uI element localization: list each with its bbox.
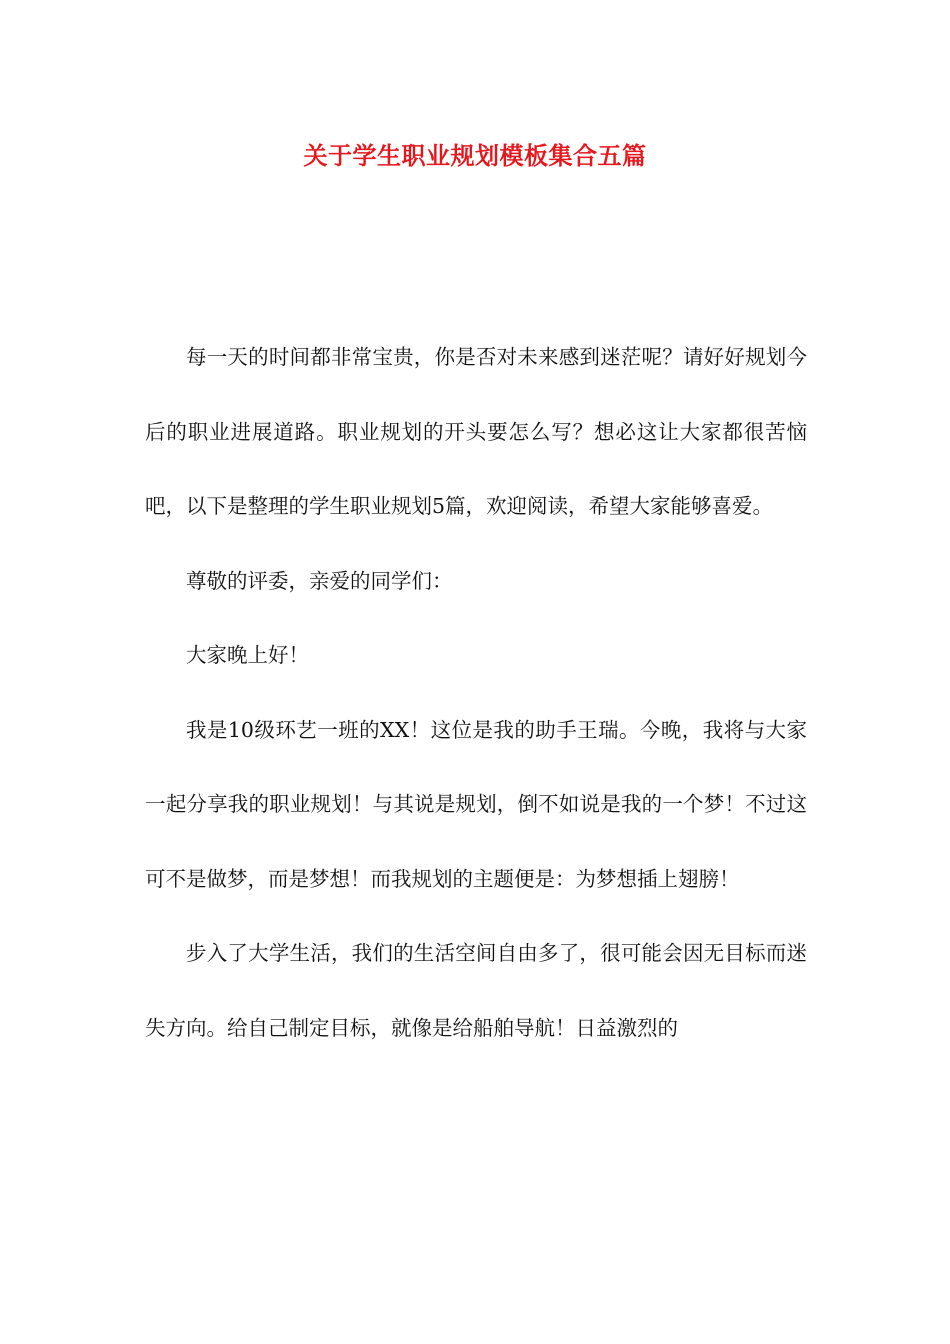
paragraph-self-introduction: 我是10级环艺一班的XX！这位是我的助手王瑞。今晚，我将与大家一起分享我的职业规划！与其说是规划，倒不如说是我的一个梦！不过这可不是做梦，而是梦想！而我规划的主题便是：为梦想插上翅膀！ [145,717,807,891]
paragraph-university-life: 步入了大学生活，我们的生活空间自由多了，很可能会因无目标而迷失方向。给自己制定目标，就像是给船舶导航！日益激烈的 [145,941,807,1040]
paragraph-greeting: 大家晚上好！ [186,643,309,667]
paragraph-intro: 每一天的时间都非常宝贵，你是否对未来感到迷茫呢？请好好规划今后的职业进展道路。职业规划的开头要怎么写？想必这让大家都很苦恼吧，以下是整理的学生职业规划5篇，欢迎阅读，希望大家能够喜爱。 [145,345,807,518]
document-title: 关于学生职业规划模板集合五篇 [303,141,647,170]
paragraph-salutation: 尊敬的评委，亲爱的同学们： [186,568,453,593]
document-body [145,320,807,1065]
